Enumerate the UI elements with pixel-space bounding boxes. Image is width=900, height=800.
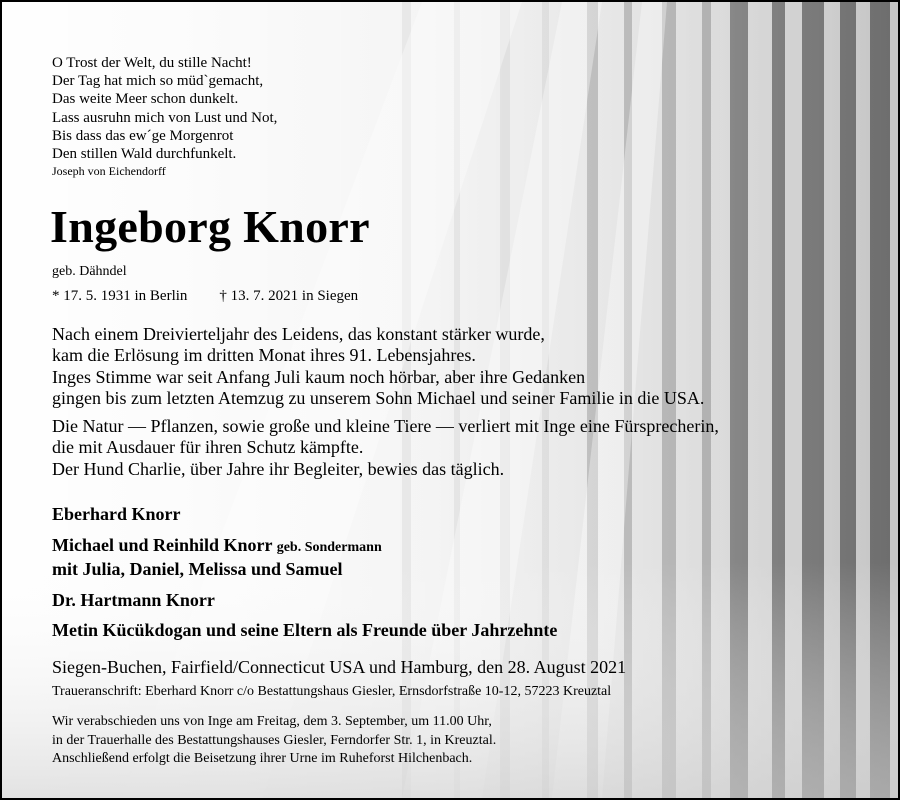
poem-line: Den stillen Wald durchfunkelt. bbox=[52, 145, 237, 162]
mourner-line: Eberhard Knorr bbox=[52, 504, 181, 524]
paragraph-nature bbox=[52, 416, 719, 480]
death-date: † 13. 7. 2021 in Siegen bbox=[219, 288, 359, 304]
funeral-line: in der Trauerhalle des Bestattungshauses Giesler, Ferndorfer Str. 1, in Kreuztal. bbox=[52, 732, 497, 748]
paragraph-illness bbox=[52, 324, 704, 409]
mourner-line: mit Julia, Daniel, Melissa und Samuel bbox=[52, 559, 343, 579]
birth-date: * 17. 5. 1931 in Berlin bbox=[52, 288, 188, 304]
place-and-date: Siegen-Buchen, Fairfield/Connecticut USA und Hamburg, den 28. August 2021 bbox=[52, 657, 627, 677]
deceased-name: Ingeborg Knorr bbox=[50, 201, 370, 252]
paragraph-line: die mit Ausdauer für ihren Schutz kämpfte. bbox=[52, 437, 364, 458]
mourner-birth-name: geb. Sondermann bbox=[276, 540, 382, 555]
mourner-line bbox=[52, 535, 382, 556]
birth-name: geb. Dähndel bbox=[52, 264, 127, 279]
paragraph-line: gingen bis zum letzten Atemzug zu unserem Sohn Michael und seiner Familie in die USA. bbox=[52, 387, 705, 408]
poem-line: Das weite Meer schon dunkelt. bbox=[52, 91, 239, 108]
mourner-names: Michael und Reinhild Knorr bbox=[52, 535, 273, 555]
funeral-info bbox=[52, 713, 496, 769]
paragraph-line: Die Natur — Pflanzen, sowie große und kleine Tiere — verliert mit Inge eine Fürsprecherin, bbox=[52, 416, 719, 436]
poem-line: Bis dass das ew´ge Morgenrot bbox=[52, 127, 234, 144]
funeral-line: Anschließend erfolgt die Beisetzung ihrer Urne im Ruheforst Hilchenbach. bbox=[52, 751, 473, 766]
poem bbox=[52, 54, 277, 163]
poem-line: Lass ausruhn mich von Lust und Not, bbox=[52, 109, 278, 126]
funeral-line: Wir verabschieden uns von Inge am Freitag, dem 3. September, um 11.00 Uhr, bbox=[52, 714, 492, 729]
paragraph-line: Inges Stimme war seit Anfang Juli kaum noch hörbar, aber ihre Gedanken bbox=[52, 366, 586, 387]
paragraph-line: Der Hund Charlie, über Jahre ihr Begleiter, bewies das täglich. bbox=[52, 458, 505, 479]
paragraph-line: kam die Erlösung im dritten Monat ihres 91. Lebensjahres. bbox=[52, 345, 476, 366]
poem-author: Joseph von Eichendorff bbox=[52, 164, 166, 178]
mourner-line: Dr. Hartmann Knorr bbox=[52, 590, 215, 610]
paragraph-line: Nach einem Dreivierteljahr des Leidens, das konstant stärker wurde, bbox=[52, 324, 545, 344]
mourning-address: Traueranschrift: Eberhard Knorr c/o Bestattungshaus Giesler, Ernsdorfstraße 10-12, 57223 Kreuztal bbox=[52, 684, 612, 699]
poem-line: Der Tag hat mich so müd`gemacht, bbox=[52, 73, 264, 90]
life-dates bbox=[52, 288, 358, 305]
poem-line: O Trost der Welt, du stille Nacht! bbox=[52, 55, 252, 71]
mourner-line: Metin Kücükdogan und seine Eltern als Freunde über Jahrzehnte bbox=[52, 620, 558, 640]
